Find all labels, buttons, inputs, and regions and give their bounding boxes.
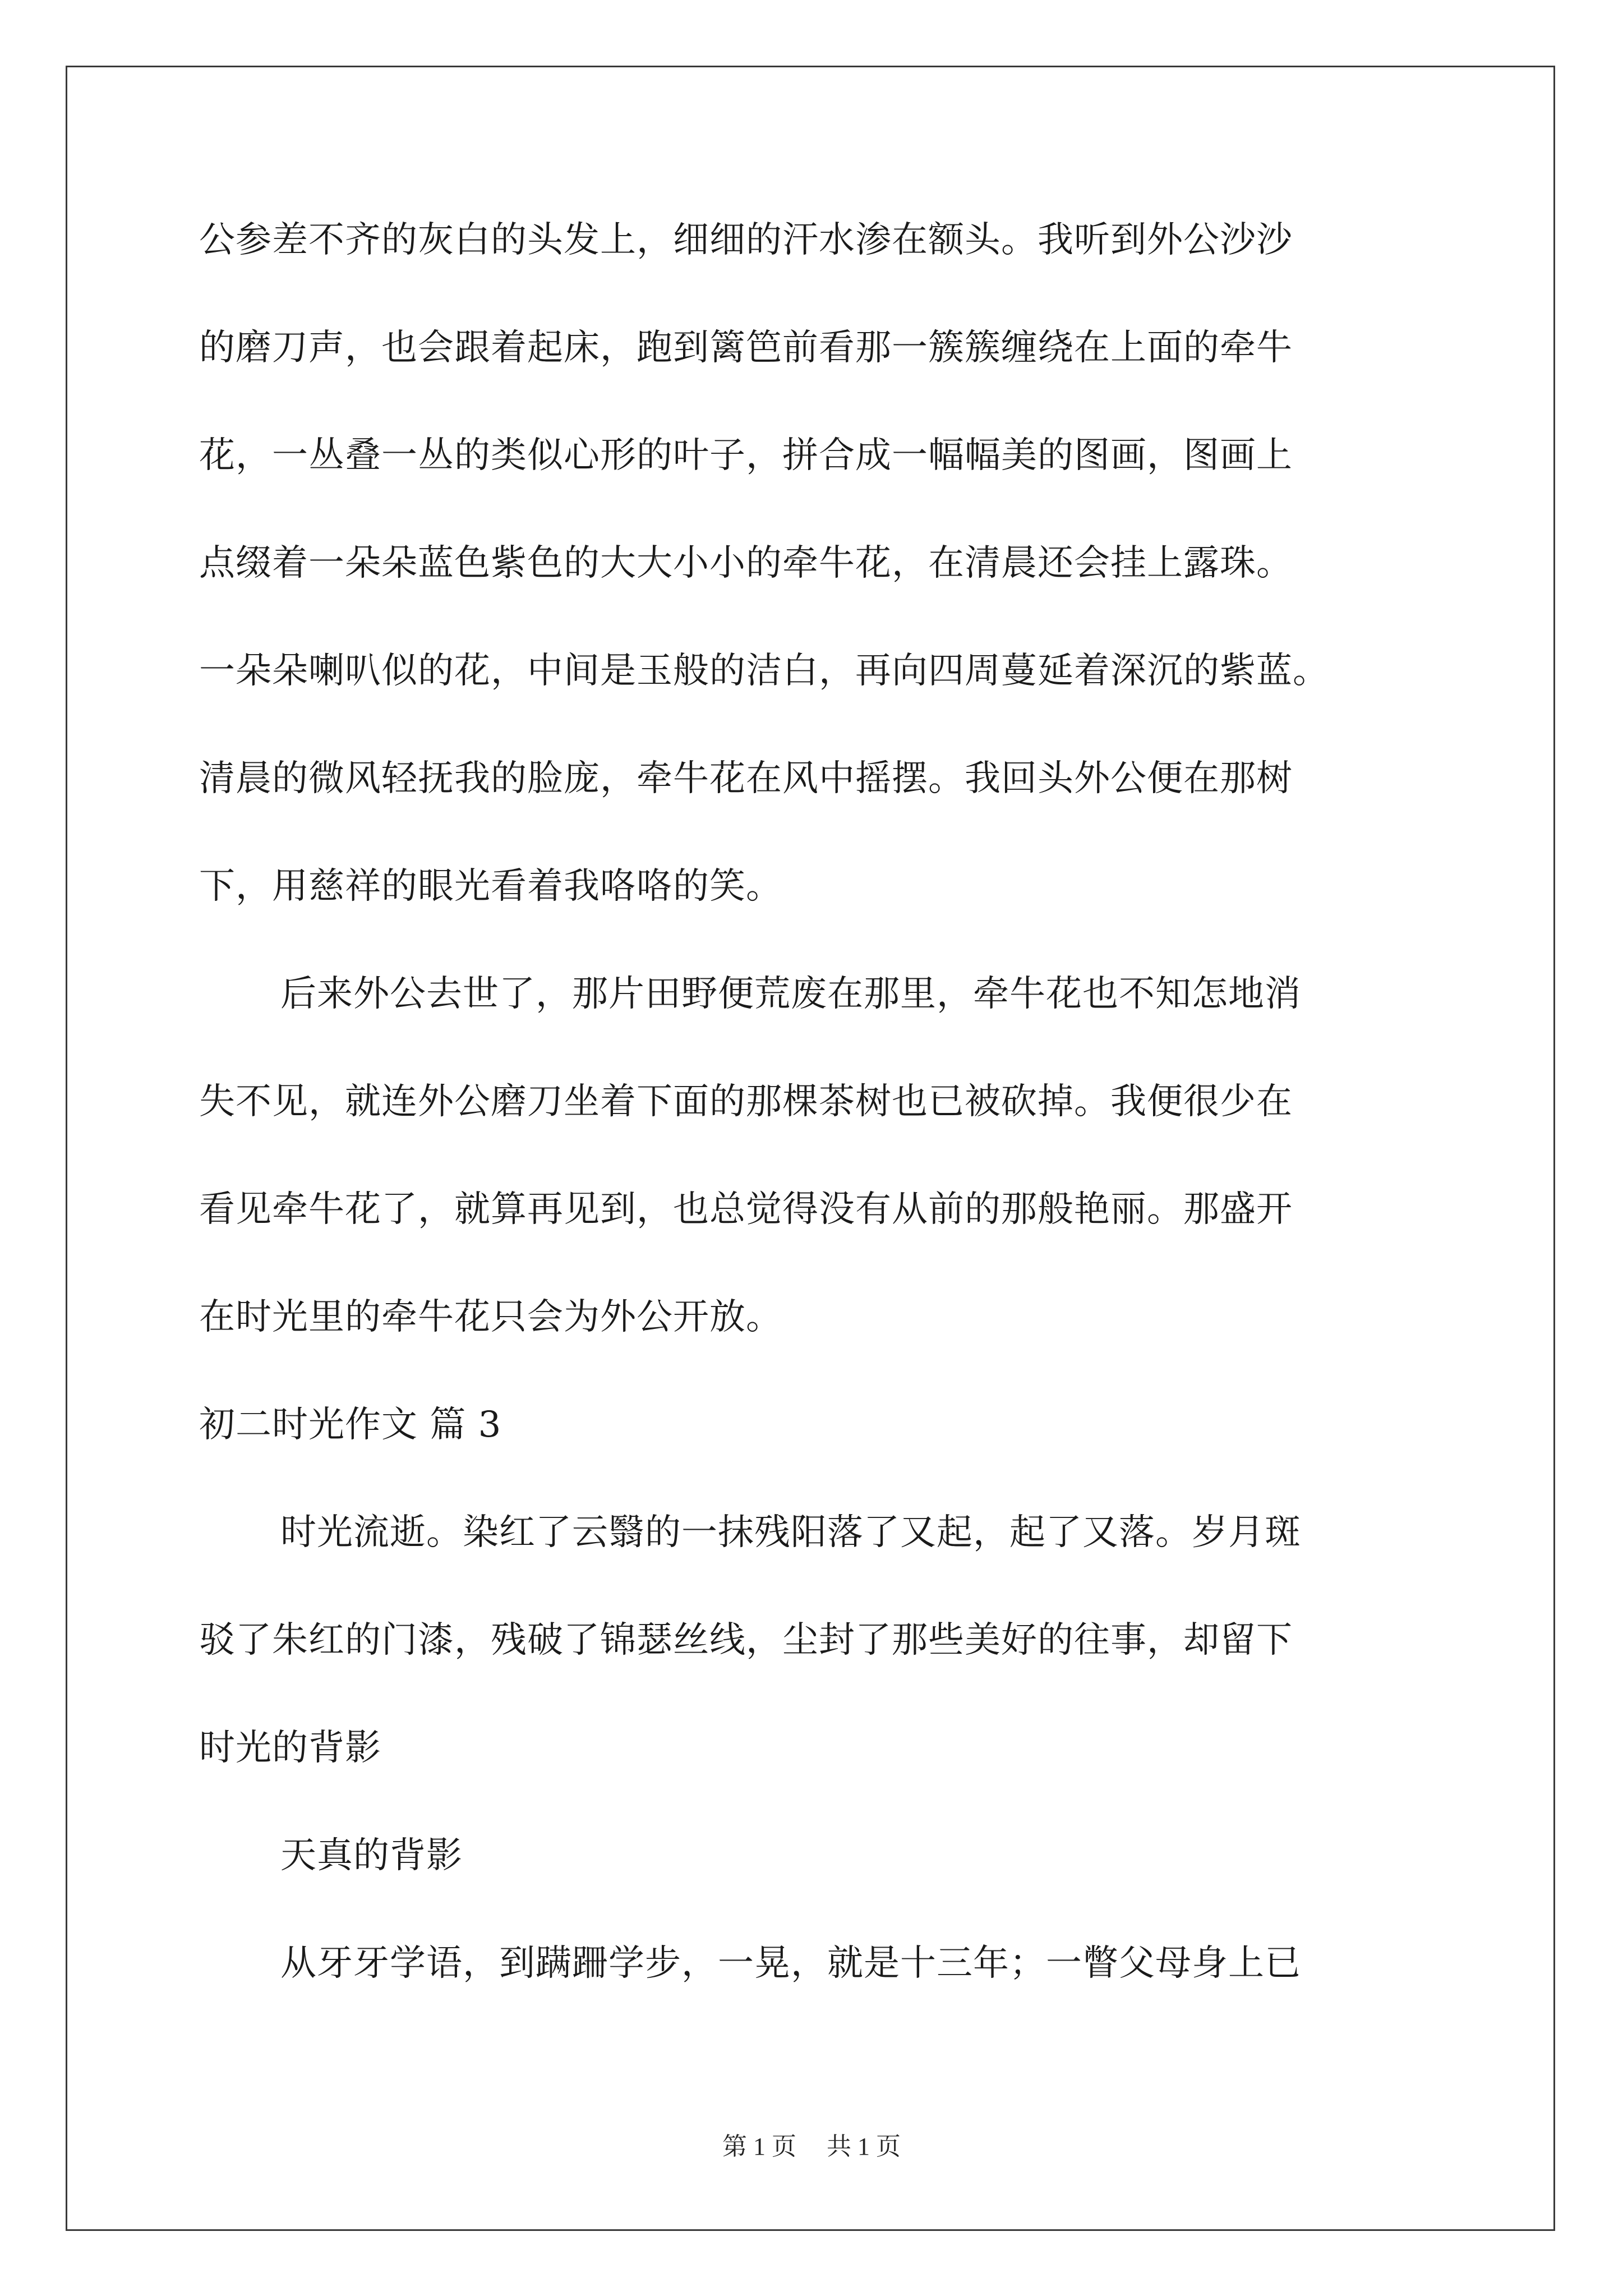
subheading: 天真的背影 <box>280 1835 463 1876</box>
text-line: 在时光里的牵牛花只会为外公开放。 <box>199 1296 782 1338</box>
document-body <box>199 213 1438 1990</box>
text-line: 的磨刀声，也会跟着起床，跑到篱笆前看那一簇簇缠绕在上面的牵牛 <box>199 327 1293 369</box>
paragraph-start-line: 后来外公去世了，那片田野便荒废在那里，牵牛花也不知怎地消 <box>280 973 1301 1015</box>
text-line: 一朵朵喇叭似的花，中间是玉般的洁白，再向四周蔓延着深沉的紫蓝。 <box>199 650 1329 692</box>
text-line: 看见牵牛花了，就算再见到，也总觉得没有从前的那般艳丽。那盛开 <box>199 1189 1293 1230</box>
text-line: 花，一丛叠一丛的类似心形的叶子，拼合成一幅幅美的图画，图画上 <box>199 435 1293 476</box>
paragraph-start-line: 时光流逝。染红了云翳的一抹残阳落了又起，起了又落。岁月斑 <box>280 1512 1301 1553</box>
section-heading: 初二时光作文 篇 3 <box>199 1404 502 1446</box>
text-line: 驳了朱红的门漆，残破了锦瑟丝线，尘封了那些美好的往事，却留下 <box>199 1619 1293 1661</box>
text-line: 公参差不齐的灰白的头发上，细细的汗水渗在额头。我听到外公沙沙 <box>199 219 1293 261</box>
page-number: 第 1 页 <box>722 2133 796 2160</box>
text-line: 点缀着一朵朵蓝色紫色的大大小小的牵牛花，在清晨还会挂上露珠。 <box>199 542 1293 584</box>
text-line: 下，用慈祥的眼光看着我咯咯的笑。 <box>199 866 782 907</box>
page-footer <box>0 2126 1623 2162</box>
page-total: 共 1 页 <box>827 2133 901 2160</box>
paragraph-start-line: 从牙牙学语，到蹒跚学步，一晃，就是十三年；一瞥父母身上已 <box>280 1943 1301 1984</box>
text-line: 时光的背影 <box>199 1727 381 1769</box>
text-line: 失不见，就连外公磨刀坐着下面的那棵茶树也已被砍掉。我便很少在 <box>199 1081 1293 1122</box>
text-line: 清晨的微风轻抚我的脸庞，牵牛花在风中摇摆。我回头外公便在那树 <box>199 758 1293 799</box>
